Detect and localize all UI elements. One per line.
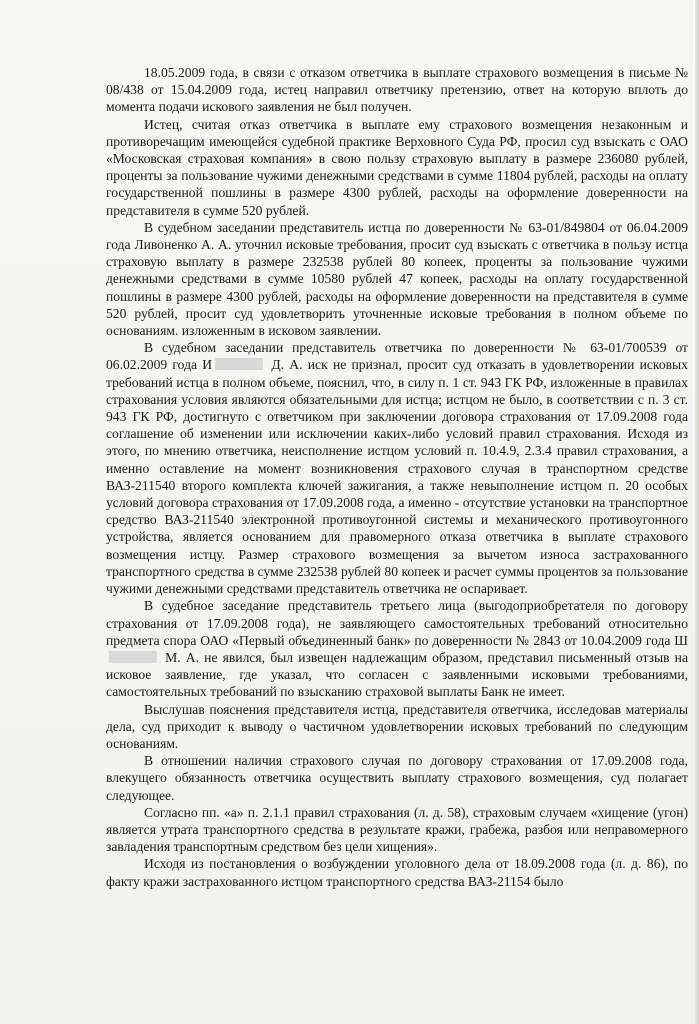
paragraph-plaintiff-claim: Истец, считая отказ ответчика в выплате ему страхового возмещения незаконным и противоречащим имеющейся судебной практике Верховного Суда РФ, просил суд взыскать с ОАО «Московская страховая компания» в свою пользу страховую выплату в размере 236080 рублей, проценты за пользование чужими денежными средствами в сумме 11804 рублей, расходы на оплату государственной пошлины в размере 4300 рублей, расходы на оформление доверенности на представителя в сумме 520 рублей. xyxy=(106,116,688,218)
redacted-name xyxy=(109,651,157,663)
paragraph-claim-letter: 18.05.2009 года, в связи с отказом ответчика в выплате страхового возмещения в письме № 08/438 от 15.04.2009 года, истец направил ответчику претензию, ответ на которую вплоть до момента подачи искового заявления не был получен. xyxy=(106,65,688,115)
paragraph-plaintiff-representative: В судебном заседании представитель истца по доверенности № 63-01/849804 от 06.04.2009 года Ливоненко А. А. уточнил исковые требования, просит суд взыскать с ответчика в пользу истца страховую выплату в размере 232538 рублей 80 копеек, проценты за пользование чужими денежными средствами в сумме 10580 рублей 47 копеек, расходы на оплату государственной пошлины в размере 4300 рублей, расходы на оформление доверенности на представителя в сумме 520 рублей, просит суд удовлетворить уточненные исковые требования в полном объеме по основаниям. изложенным в исковом заявлении. xyxy=(106,219,688,339)
paragraph-defendant-representative xyxy=(106,339,688,597)
document-body xyxy=(106,64,688,890)
paragraph-insurance-rules: Согласно пп. «а» п. 2.1.1 правил страхования (л. д. 58), страховым случаем «хищение (угон) является утрата транспортного средства в результате кражи, грабежа, разбоя или неправомерного завладения транспортным средством без цели хищения». xyxy=(106,804,688,855)
paragraph-third-party xyxy=(106,597,688,700)
redacted-name xyxy=(215,358,263,370)
paragraph-text-start: В судебное заседание представитель третьего лица (выгодоприобретателя по договору страхования от 17.09.2008 года), не заявляющего самостоятельных требований относительно предмета спора ОАО «Первый объединенный банк» по доверенности № 2843 от 10.04.2009 года Ш xyxy=(106,598,688,648)
paragraph-criminal-case: Исходя из постановления о возбуждении уголовного дела от 18.09.2008 года (л. д. 86), по факту кражи застрахованного истцом транспортного средства ВАЗ-21154 было xyxy=(106,856,688,889)
paragraph-insurance-case: В отношении наличия страхового случая по договору страхования от 17.09.2008 года, влекущего обязанность ответчика осуществить выплату страхового возмещения, суд полагает следующее. xyxy=(106,753,688,803)
scan-edge xyxy=(695,0,699,1024)
paragraph-text-end: Д. А. иск не признал, просит суд отказать в удовлетворении исковых требований истца в полном объеме, пояснил, что, в силу п. 1 ст. 943 ГК РФ, изложенные в правилах страхования условия являются обязательными для истца; истцом не было, в соответствии с п. 3 ст. 943 ГК РФ, достигнуто с ответчиком при заключении договора страхования от 17.09.2008 года соглашение об изменении или исключении каких-либо условий правил страхования. Исходя из этого, по мнению ответчика, неисполнение истцом условий п. 10.4.9, 2.3.4 правил страхования, а именно оставление на момент возникновения страхового случая в транспортном средстве ВАЗ-211540 второго комплекта ключей зажигания, а также невыполнение истцом п. 20 особых условий договора страхования от 17.09.2008 года, а именно - отсутствие установки на транспортное средство ВАЗ-211540 электронной противоугонной системы и механического противоугонного устройства, является основанием для правомерного отказа ответчика в выплате страхового возмещения истцу. Размер страхового возмещения за вычетом износа застрахованного транспортного средства в сумме 232538 рублей 80 копеек и расчет суммы процентов за пользование чужими денежными средствами представитель ответчика не оспаривает. xyxy=(106,357,688,597)
paragraph-court-finding: Выслушав пояснения представителя истца, представителя ответчика, исследовав материалы дела, суд приходит к выводу о частичном удовлетворении исковых требований по следующим основаниям. xyxy=(106,701,688,751)
paragraph-text-end: М. А. не явился, был извещен надлежащим образом, представил письменный отзыв на исковое заявление, где указал, что согласен с заявленными исковыми требованиями, самостоятельных требований по взысканию страховой выплаты Банк не имеет. xyxy=(106,649,688,700)
paragraph-text-start: В судебном заседании представитель ответчика по доверенности № 63-01/700539 от 06.02.2009 года И xyxy=(106,340,688,373)
